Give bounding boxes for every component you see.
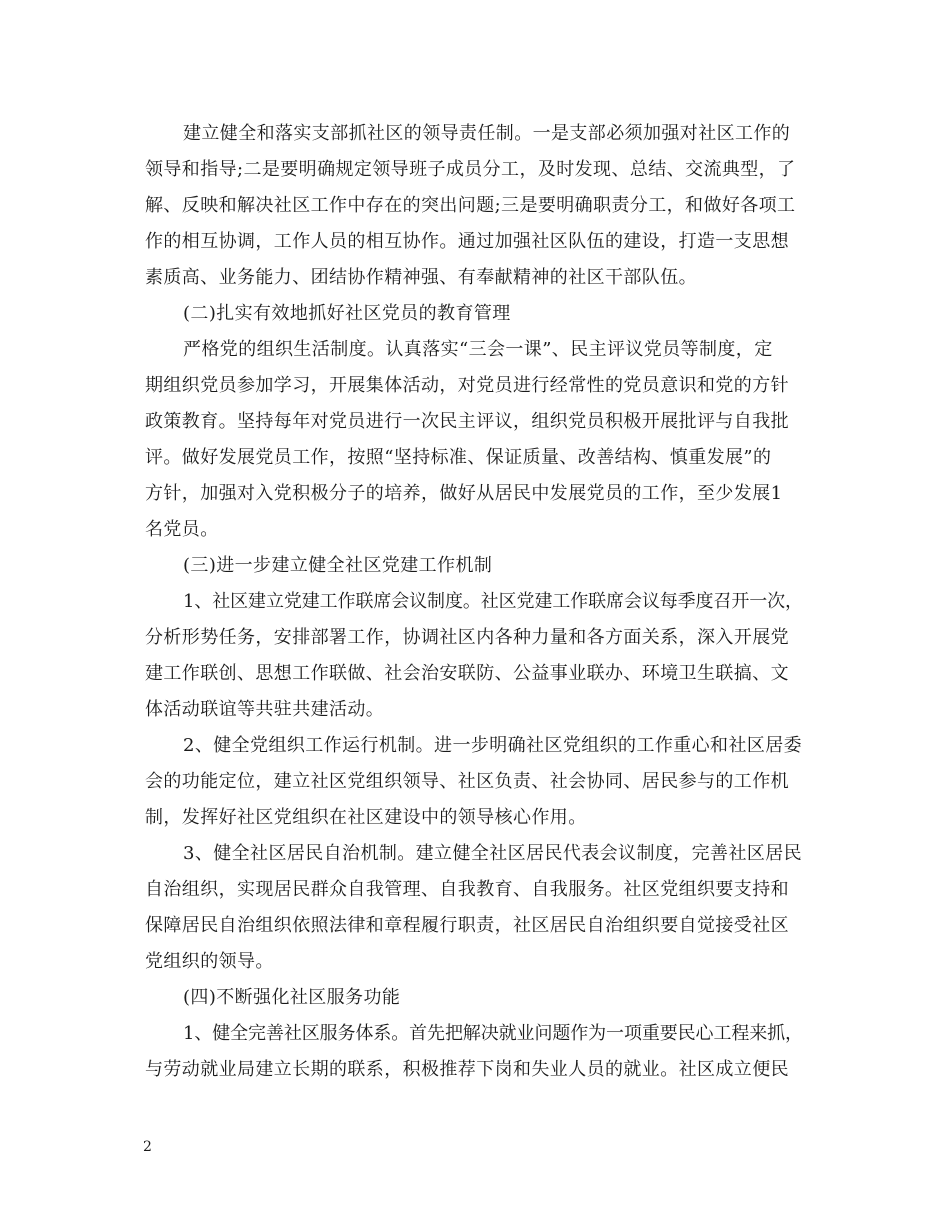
paragraph-line: 自治组织，实现居民群众自我管理、自我教育、自我服务。社区党组织要支持和 bbox=[145, 879, 789, 900]
paragraph-line: 政策教育。坚持每年对党员进行一次民主评议，组织党员积极开展批评与自我批 bbox=[145, 411, 789, 432]
paragraph-line: 期组织党员参加学习，开展集体活动，对党员进行经常性的党员意识和党的方针 bbox=[145, 375, 789, 396]
section-heading: (四)不断强化社区服务功能 bbox=[183, 987, 401, 1008]
paragraph-line: 体活动联谊等共驻共建活动。 bbox=[145, 699, 385, 720]
paragraph-line: 制，发挥好社区党组织在社区建设中的领导核心作用。 bbox=[145, 807, 587, 828]
paragraph-line: 素质高、业务能力、团结协作精神强、有奉献精神的社区干部队伍。 bbox=[145, 267, 697, 288]
paragraph-line: 严格党的组织生活制度。认真落实“三会一课”、民主评议党员等制度，定 bbox=[183, 339, 773, 360]
paragraph-line: 1、社区建立党建工作联席会议制度。社区党建工作联席会议每季度召开一次， bbox=[183, 591, 803, 612]
paragraph-line: 评。做好发展党员工作，按照“坚持标准、保证质量、改善结构、慎重发展”的 bbox=[145, 447, 772, 468]
page-number: 2 bbox=[143, 1139, 152, 1155]
paragraph-line: 作的相互协调，工作人员的相互协作。通过加强社区队伍的建设，打造一支思想 bbox=[145, 231, 789, 252]
paragraph-line: 领导和指导;二是要明确规定领导班子成员分工，及时发现、总结、交流典型，了 bbox=[145, 159, 796, 180]
paragraph-line: 保障居民自治组织依照法律和章程履行职责，社区居民自治组织要自觉接受社区 bbox=[145, 915, 789, 936]
paragraph-line: 建工作联创、思想工作联做、社会治安联防、公益事业联办、环境卫生联搞、文 bbox=[145, 663, 789, 684]
paragraph-line: 分析形势任务，安排部署工作，协调社区内各种力量和各方面关系，深入开展党 bbox=[145, 627, 789, 648]
paragraph-line: 1、健全完善社区服务体系。首先把解决就业问题作为一项重要民心工程来抓， bbox=[183, 1023, 803, 1044]
section-heading: (二)扎实有效地抓好社区党员的教育管理 bbox=[183, 303, 511, 324]
paragraph-line: 党组织的领导。 bbox=[145, 951, 274, 972]
paragraph-line: 名党员。 bbox=[145, 519, 219, 540]
section-heading: (三)进一步建立健全社区党建工作机制 bbox=[183, 555, 493, 576]
paragraph-line: 与劳动就业局建立长期的联系，积极推荐下岗和失业人员的就业。社区成立便民 bbox=[145, 1059, 789, 1080]
paragraph-line: 2、健全党组织工作运行机制。进一步明确社区党组织的工作重心和社区居委 bbox=[183, 735, 803, 756]
paragraph-line: 3、健全社区居民自治机制。建立健全社区居民代表会议制度，完善社区居民 bbox=[183, 843, 803, 864]
paragraph-line: 解、反映和解决社区工作中存在的突出问题;三是要明确职责分工，和做好各项工 bbox=[145, 195, 796, 216]
paragraph-line: 建立健全和落实支部抓社区的领导责任制。一是支部必须加强对社区工作的 bbox=[183, 123, 791, 144]
paragraph-line: 会的功能定位，建立社区党组织领导、社区负责、社会协同、居民参与的工作机 bbox=[145, 771, 789, 792]
paragraph-line: 方针，加强对入党积极分子的培养，做好从居民中发展党员的工作，至少发展1 bbox=[145, 483, 783, 504]
